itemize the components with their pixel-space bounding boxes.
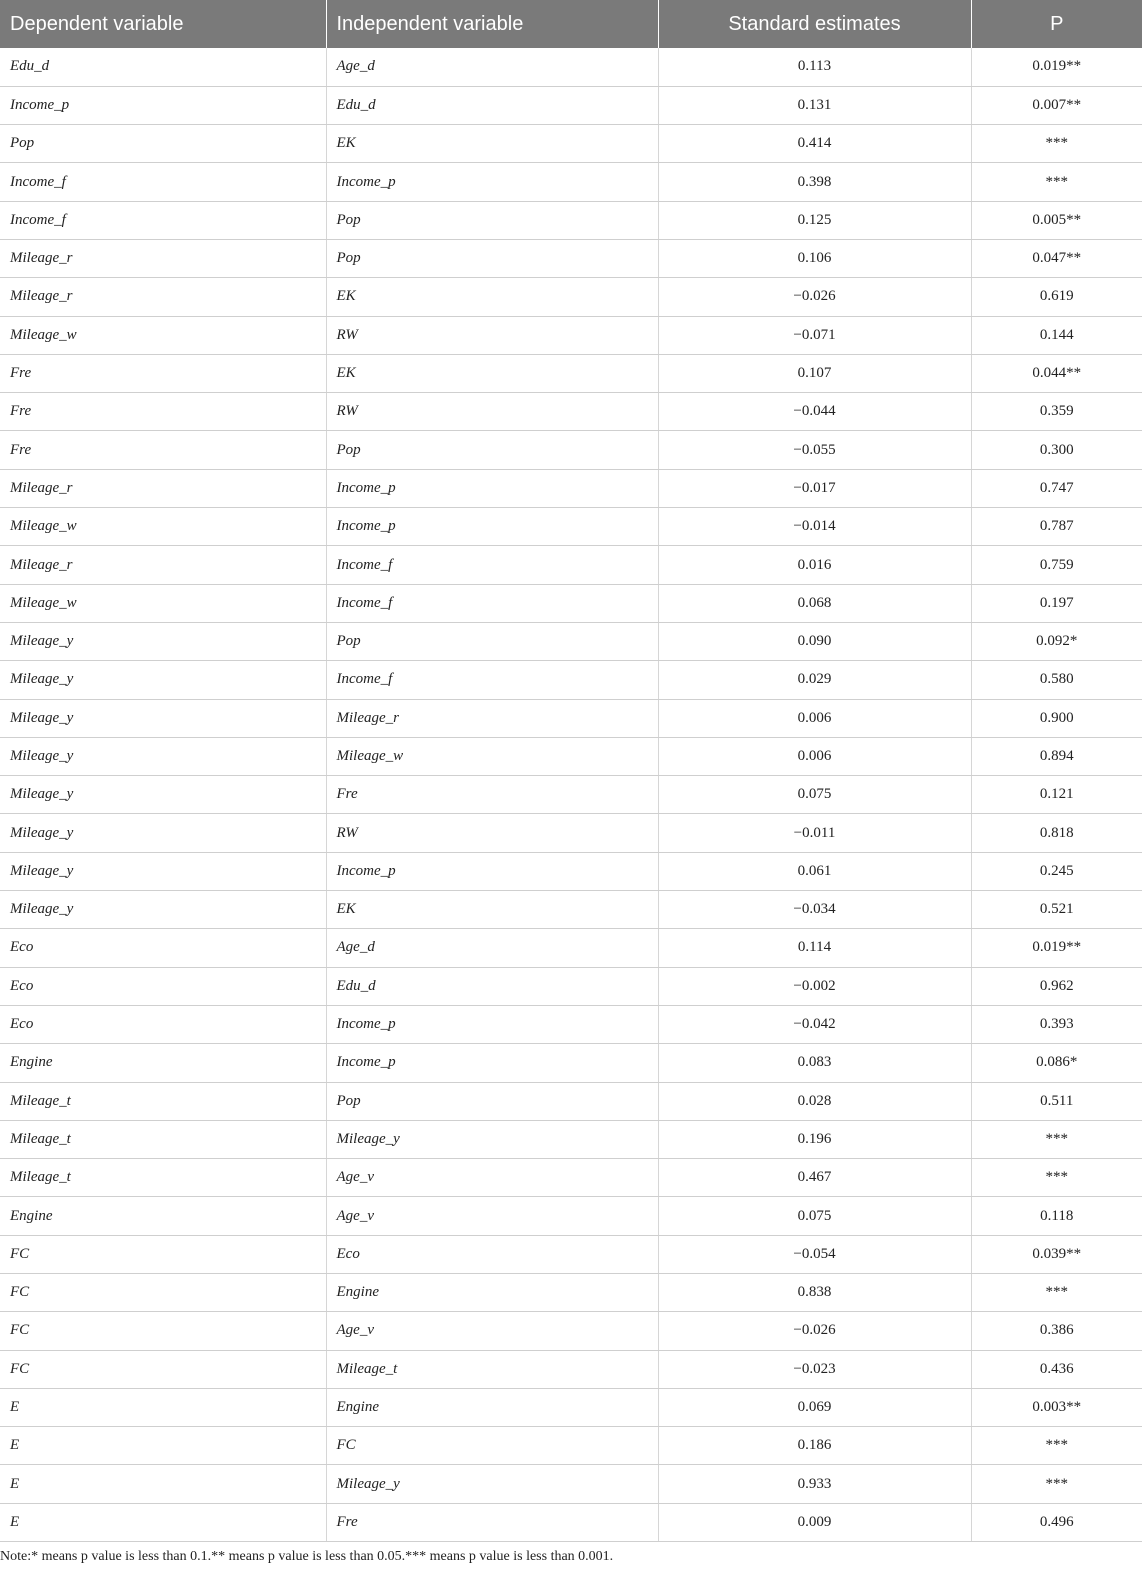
table-row xyxy=(0,469,1142,507)
p-value-cell: *** xyxy=(971,1465,1142,1503)
independent-variable-cell: Income_p xyxy=(326,508,658,546)
dependent-variable-cell: Mileage_y xyxy=(0,814,326,852)
table-row xyxy=(0,891,1142,929)
standard-estimate-cell: −0.042 xyxy=(658,1005,971,1043)
dependent-variable-cell: Engine xyxy=(0,1197,326,1235)
independent-variable-cell: Fre xyxy=(326,1503,658,1541)
dependent-variable-cell: Fre xyxy=(0,393,326,431)
standard-estimate-cell: 0.414 xyxy=(658,125,971,163)
p-value-cell: 0.092* xyxy=(971,622,1142,660)
p-value-cell: 0.359 xyxy=(971,393,1142,431)
dependent-variable-cell: Mileage_r xyxy=(0,239,326,277)
p-value-cell: 0.436 xyxy=(971,1350,1142,1388)
dependent-variable-cell: Mileage_y xyxy=(0,699,326,737)
p-value-cell: *** xyxy=(971,125,1142,163)
dependent-variable-cell: E xyxy=(0,1465,326,1503)
standard-estimate-cell: −0.071 xyxy=(658,316,971,354)
table-body xyxy=(0,48,1142,1542)
standard-estimate-cell: 0.131 xyxy=(658,86,971,124)
independent-variable-cell: Mileage_y xyxy=(326,1120,658,1158)
independent-variable-cell: Fre xyxy=(326,776,658,814)
independent-variable-cell: Pop xyxy=(326,1082,658,1120)
table-row xyxy=(0,163,1142,201)
header-dependent-variable: Dependent variable xyxy=(0,0,326,48)
p-value-cell: 0.894 xyxy=(971,737,1142,775)
standard-estimate-cell: 0.107 xyxy=(658,354,971,392)
independent-variable-cell: Mileage_w xyxy=(326,737,658,775)
standard-estimate-cell: 0.028 xyxy=(658,1082,971,1120)
standard-estimate-cell: −0.055 xyxy=(658,431,971,469)
independent-variable-cell: Engine xyxy=(326,1274,658,1312)
independent-variable-cell: Age_d xyxy=(326,929,658,967)
p-value-cell: 0.300 xyxy=(971,431,1142,469)
table-row xyxy=(0,584,1142,622)
standard-estimate-cell: −0.014 xyxy=(658,508,971,546)
dependent-variable-cell: Pop xyxy=(0,125,326,163)
dependent-variable-cell: Mileage_y xyxy=(0,891,326,929)
p-value-cell: 0.019** xyxy=(971,48,1142,86)
dependent-variable-cell: Mileage_r xyxy=(0,278,326,316)
p-value-cell: 0.003** xyxy=(971,1388,1142,1426)
p-value-cell: 0.900 xyxy=(971,699,1142,737)
table-row xyxy=(0,699,1142,737)
table-row xyxy=(0,1312,1142,1350)
dependent-variable-cell: Mileage_y xyxy=(0,622,326,660)
standard-estimate-cell: 0.186 xyxy=(658,1427,971,1465)
table-row xyxy=(0,929,1142,967)
standard-estimate-cell: 0.006 xyxy=(658,737,971,775)
dependent-variable-cell: Eco xyxy=(0,1005,326,1043)
table-row xyxy=(0,239,1142,277)
p-value-cell: 0.086* xyxy=(971,1044,1142,1082)
standard-estimate-cell: −0.002 xyxy=(658,967,971,1005)
p-value-cell: 0.496 xyxy=(971,1503,1142,1541)
independent-variable-cell: EK xyxy=(326,891,658,929)
standard-estimate-cell: 0.114 xyxy=(658,929,971,967)
table-row xyxy=(0,393,1142,431)
independent-variable-cell: Edu_d xyxy=(326,967,658,1005)
standard-estimate-cell: −0.017 xyxy=(658,469,971,507)
table-row xyxy=(0,1274,1142,1312)
independent-variable-cell: EK xyxy=(326,125,658,163)
table-row xyxy=(0,1350,1142,1388)
table-row xyxy=(0,546,1142,584)
dependent-variable-cell: Engine xyxy=(0,1044,326,1082)
dependent-variable-cell: Mileage_y xyxy=(0,776,326,814)
standard-estimate-cell: 0.075 xyxy=(658,1197,971,1235)
dependent-variable-cell: FC xyxy=(0,1235,326,1273)
independent-variable-cell: EK xyxy=(326,354,658,392)
p-value-cell: *** xyxy=(971,1274,1142,1312)
p-value-cell: 0.044** xyxy=(971,354,1142,392)
standard-estimate-cell: −0.026 xyxy=(658,1312,971,1350)
dependent-variable-cell: Fre xyxy=(0,354,326,392)
standard-estimate-cell: 0.467 xyxy=(658,1159,971,1197)
table-row xyxy=(0,1503,1142,1541)
independent-variable-cell: Age_v xyxy=(326,1312,658,1350)
independent-variable-cell: Income_p xyxy=(326,1044,658,1082)
p-value-cell: 0.962 xyxy=(971,967,1142,1005)
table-footnote: Note:* means p value is less than 0.1.** means p value is less than 0.05.*** means p value is less than 0.001. xyxy=(0,1549,614,1564)
independent-variable-cell: Eco xyxy=(326,1235,658,1273)
p-value-cell: *** xyxy=(971,1120,1142,1158)
p-value-cell: 0.144 xyxy=(971,316,1142,354)
table-row xyxy=(0,1082,1142,1120)
independent-variable-cell: Edu_d xyxy=(326,86,658,124)
dependent-variable-cell: Eco xyxy=(0,929,326,967)
standard-estimate-cell: 0.006 xyxy=(658,699,971,737)
standard-estimate-cell: 0.068 xyxy=(658,584,971,622)
independent-variable-cell: Pop xyxy=(326,622,658,660)
p-value-cell: 0.619 xyxy=(971,278,1142,316)
p-value-cell: 0.047** xyxy=(971,239,1142,277)
standard-estimate-cell: −0.023 xyxy=(658,1350,971,1388)
p-value-cell: 0.005** xyxy=(971,201,1142,239)
independent-variable-cell: Age_v xyxy=(326,1197,658,1235)
standard-estimate-cell: 0.933 xyxy=(658,1465,971,1503)
independent-variable-cell: Income_p xyxy=(326,1005,658,1043)
table-row xyxy=(0,1197,1142,1235)
independent-variable-cell: FC xyxy=(326,1427,658,1465)
p-value-cell: 0.245 xyxy=(971,852,1142,890)
standard-estimate-cell: 0.029 xyxy=(658,661,971,699)
independent-variable-cell: EK xyxy=(326,278,658,316)
dependent-variable-cell: Mileage_y xyxy=(0,661,326,699)
table-row xyxy=(0,852,1142,890)
table-row xyxy=(0,1465,1142,1503)
independent-variable-cell: Mileage_t xyxy=(326,1350,658,1388)
standard-estimate-cell: −0.026 xyxy=(658,278,971,316)
dependent-variable-cell: Mileage_t xyxy=(0,1082,326,1120)
standard-estimate-cell: 0.069 xyxy=(658,1388,971,1426)
independent-variable-cell: Income_f xyxy=(326,661,658,699)
independent-variable-cell: Age_d xyxy=(326,48,658,86)
dependent-variable-cell: E xyxy=(0,1503,326,1541)
p-value-cell: 0.007** xyxy=(971,86,1142,124)
table-row xyxy=(0,661,1142,699)
p-value-cell: 0.121 xyxy=(971,776,1142,814)
independent-variable-cell: Income_p xyxy=(326,469,658,507)
table-row xyxy=(0,201,1142,239)
independent-variable-cell: Mileage_r xyxy=(326,699,658,737)
p-value-cell: 0.118 xyxy=(971,1197,1142,1235)
standard-estimate-cell: 0.016 xyxy=(658,546,971,584)
standard-estimate-cell: 0.009 xyxy=(658,1503,971,1541)
table-row xyxy=(0,1388,1142,1426)
table-row xyxy=(0,1235,1142,1273)
dependent-variable-cell: Mileage_w xyxy=(0,584,326,622)
independent-variable-cell: RW xyxy=(326,316,658,354)
table-row xyxy=(0,48,1142,86)
dependent-variable-cell: Mileage_t xyxy=(0,1159,326,1197)
independent-variable-cell: Income_f xyxy=(326,584,658,622)
standard-estimate-cell: 0.196 xyxy=(658,1120,971,1158)
standard-estimate-cell: 0.090 xyxy=(658,622,971,660)
dependent-variable-cell: Fre xyxy=(0,431,326,469)
dependent-variable-cell: E xyxy=(0,1388,326,1426)
table-row xyxy=(0,776,1142,814)
p-value-cell: 0.818 xyxy=(971,814,1142,852)
table-row xyxy=(0,86,1142,124)
table-row xyxy=(0,967,1142,1005)
independent-variable-cell: Income_p xyxy=(326,852,658,890)
header-standard-estimates: Standard estimates xyxy=(658,0,971,48)
table-row xyxy=(0,1159,1142,1197)
table-row xyxy=(0,622,1142,660)
p-value-cell: 0.393 xyxy=(971,1005,1142,1043)
independent-variable-cell: Income_p xyxy=(326,163,658,201)
p-value-cell: *** xyxy=(971,1159,1142,1197)
table-row xyxy=(0,1005,1142,1043)
table-header xyxy=(0,0,1142,48)
independent-variable-cell: Engine xyxy=(326,1388,658,1426)
independent-variable-cell: Pop xyxy=(326,201,658,239)
p-value-cell: 0.019** xyxy=(971,929,1142,967)
table-row xyxy=(0,431,1142,469)
standard-estimate-cell: −0.034 xyxy=(658,891,971,929)
p-value-cell: 0.759 xyxy=(971,546,1142,584)
dependent-variable-cell: Mileage_y xyxy=(0,737,326,775)
dependent-variable-cell: Mileage_w xyxy=(0,508,326,546)
standard-estimate-cell: 0.838 xyxy=(658,1274,971,1312)
dependent-variable-cell: Mileage_t xyxy=(0,1120,326,1158)
table-row xyxy=(0,737,1142,775)
standard-estimate-cell: −0.054 xyxy=(658,1235,971,1273)
table-row xyxy=(0,1427,1142,1465)
dependent-variable-cell: FC xyxy=(0,1312,326,1350)
dependent-variable-cell: Income_f xyxy=(0,201,326,239)
dependent-variable-cell: Eco xyxy=(0,967,326,1005)
standard-estimate-cell: 0.061 xyxy=(658,852,971,890)
p-value-cell: 0.747 xyxy=(971,469,1142,507)
dependent-variable-cell: Edu_d xyxy=(0,48,326,86)
independent-variable-cell: Age_v xyxy=(326,1159,658,1197)
standard-estimate-cell: 0.083 xyxy=(658,1044,971,1082)
table-row xyxy=(0,316,1142,354)
table-row xyxy=(0,508,1142,546)
table-row xyxy=(0,278,1142,316)
dependent-variable-cell: E xyxy=(0,1427,326,1465)
standard-estimate-cell: −0.011 xyxy=(658,814,971,852)
p-value-cell: 0.511 xyxy=(971,1082,1142,1120)
standard-estimate-cell: 0.125 xyxy=(658,201,971,239)
independent-variable-cell: Mileage_y xyxy=(326,1465,658,1503)
dependent-variable-cell: FC xyxy=(0,1274,326,1312)
p-value-cell: 0.521 xyxy=(971,891,1142,929)
p-value-cell: *** xyxy=(971,163,1142,201)
dependent-variable-cell: FC xyxy=(0,1350,326,1388)
dependent-variable-cell: Income_f xyxy=(0,163,326,201)
header-p-value: P xyxy=(971,0,1142,48)
p-value-cell: *** xyxy=(971,1427,1142,1465)
p-value-cell: 0.580 xyxy=(971,661,1142,699)
header-independent-variable: Independent variable xyxy=(326,0,658,48)
standard-estimate-cell: 0.075 xyxy=(658,776,971,814)
independent-variable-cell: Pop xyxy=(326,431,658,469)
independent-variable-cell: Income_f xyxy=(326,546,658,584)
independent-variable-cell: RW xyxy=(326,393,658,431)
dependent-variable-cell: Mileage_y xyxy=(0,852,326,890)
table-row xyxy=(0,125,1142,163)
dependent-variable-cell: Mileage_r xyxy=(0,546,326,584)
table-row xyxy=(0,1120,1142,1158)
independent-variable-cell: Pop xyxy=(326,239,658,277)
dependent-variable-cell: Income_p xyxy=(0,86,326,124)
p-value-cell: 0.386 xyxy=(971,1312,1142,1350)
p-value-cell: 0.197 xyxy=(971,584,1142,622)
table-row xyxy=(0,1044,1142,1082)
standard-estimate-cell: 0.398 xyxy=(658,163,971,201)
table-row xyxy=(0,354,1142,392)
p-value-cell: 0.039** xyxy=(971,1235,1142,1273)
independent-variable-cell: RW xyxy=(326,814,658,852)
dependent-variable-cell: Mileage_r xyxy=(0,469,326,507)
table-row xyxy=(0,814,1142,852)
standard-estimate-cell: −0.044 xyxy=(658,393,971,431)
dependent-variable-cell: Mileage_w xyxy=(0,316,326,354)
standard-estimate-cell: 0.113 xyxy=(658,48,971,86)
p-value-cell: 0.787 xyxy=(971,508,1142,546)
header-row xyxy=(0,0,1142,48)
standard-estimate-cell: 0.106 xyxy=(658,239,971,277)
